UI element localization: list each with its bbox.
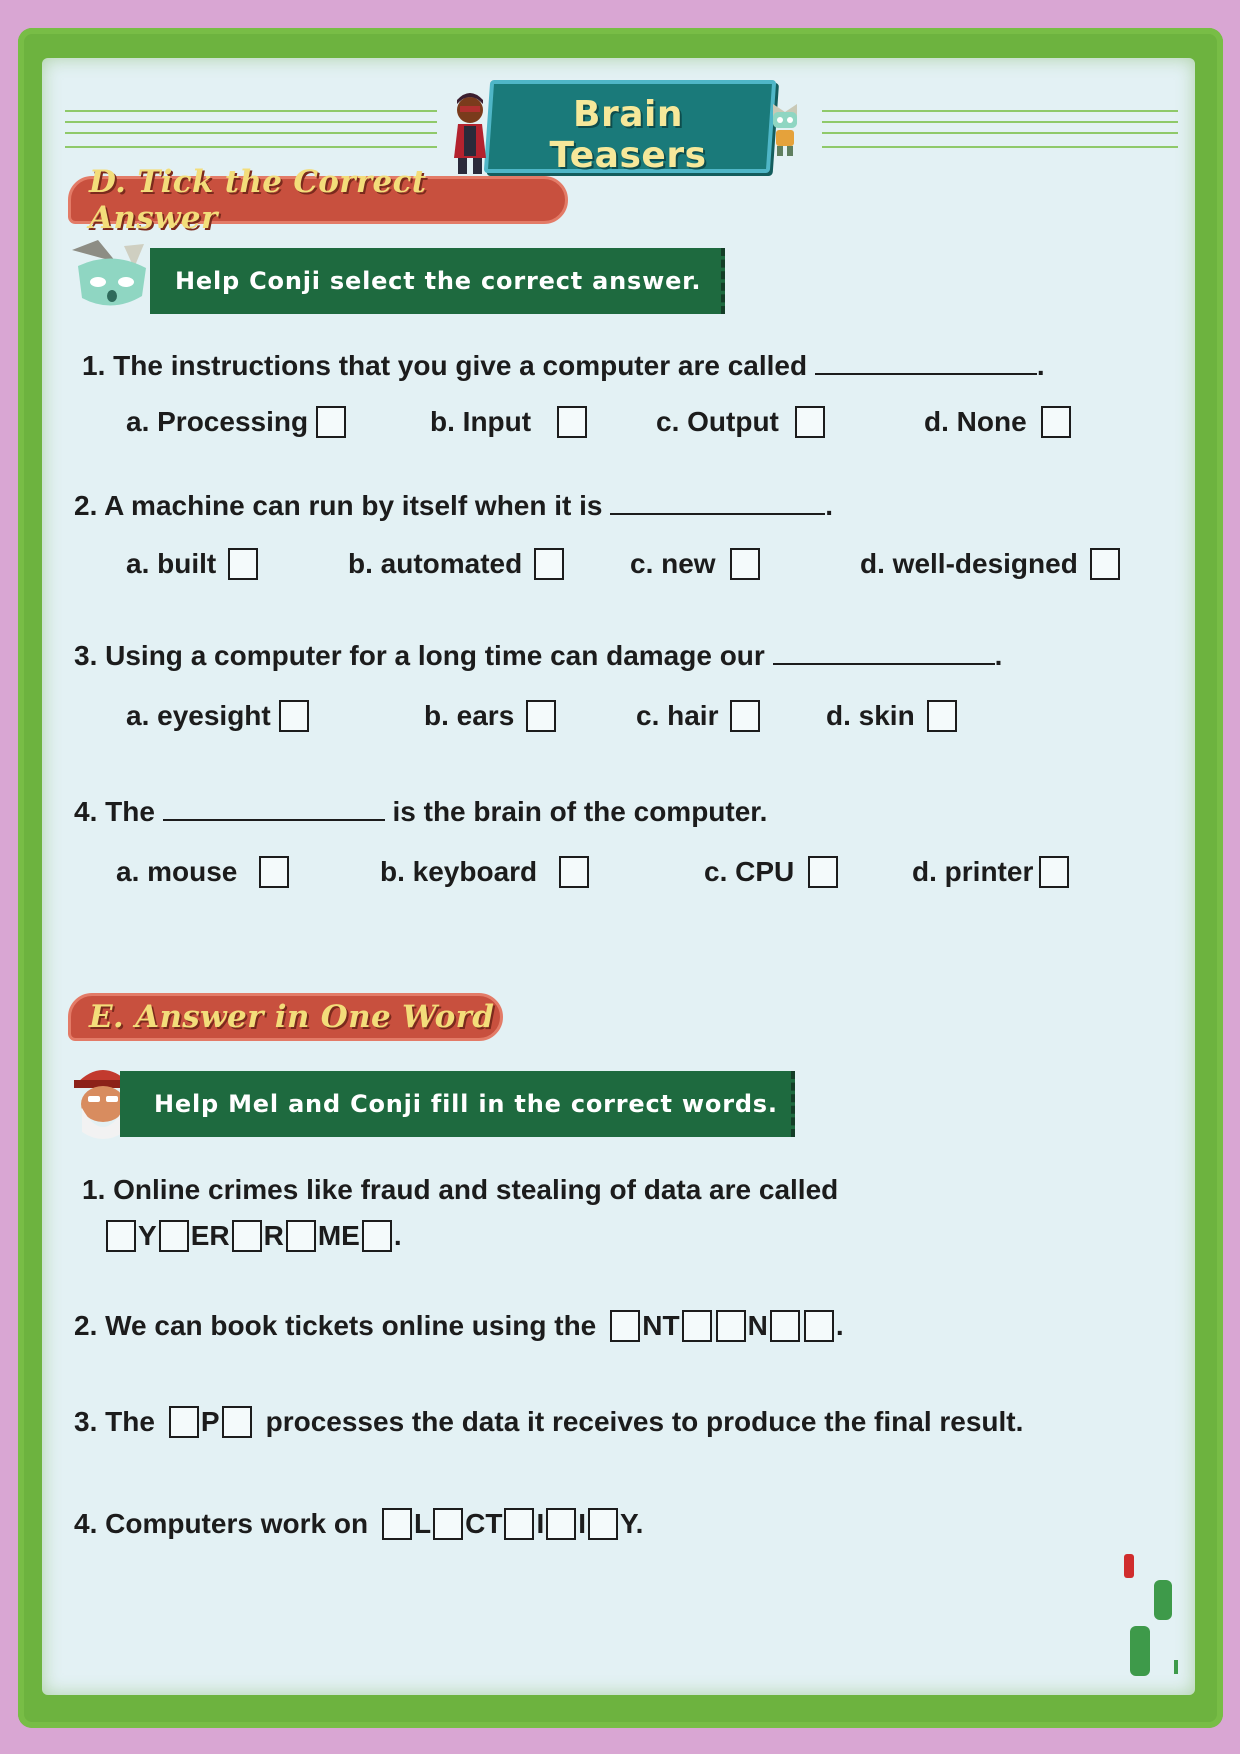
option-label: b. ears — [424, 700, 515, 731]
question-end: . — [835, 1310, 844, 1341]
given-letters: N — [747, 1310, 768, 1341]
given-letters: P — [200, 1406, 220, 1437]
section-d-instruction-banner — [150, 248, 725, 314]
question-e4-text: 4. Computers work on — [74, 1508, 369, 1539]
question-d2-text: 2. A machine can run by itself when it is — [74, 490, 603, 521]
answer-blank — [610, 491, 825, 515]
given-letters: I — [536, 1508, 545, 1539]
section-e-heading — [68, 993, 503, 1041]
option-d1-c — [656, 406, 825, 438]
option-label: b. keyboard — [380, 856, 538, 887]
tick-box[interactable] — [534, 548, 564, 580]
given-letters: L — [414, 1508, 432, 1539]
option-d4-a — [116, 856, 289, 888]
option-d4-d — [912, 856, 1069, 888]
given-letters: CT — [465, 1508, 503, 1539]
option-d3-c — [636, 700, 760, 732]
option-label: d. None — [924, 406, 1027, 437]
letter-box[interactable] — [222, 1406, 252, 1438]
letter-box[interactable] — [682, 1310, 712, 1342]
tick-box[interactable] — [1090, 548, 1120, 580]
option-label: d. well-designed — [860, 548, 1078, 579]
question-e4 — [74, 1508, 643, 1540]
given-letters: R — [263, 1220, 284, 1251]
section-e-instruction-banner — [120, 1071, 795, 1137]
tick-box[interactable] — [228, 548, 258, 580]
question-d1-text: 1. The instructions that you give a computer are called — [82, 350, 808, 381]
option-label: a. Processing — [126, 406, 309, 437]
letter-box[interactable] — [804, 1310, 834, 1342]
question-end: . — [825, 490, 834, 521]
option-d2-b — [348, 548, 564, 580]
answer-blank — [815, 351, 1037, 375]
question-d4 — [74, 796, 767, 828]
question-end: . — [1036, 350, 1045, 381]
tick-box[interactable] — [559, 856, 589, 888]
question-e3-text: 3. The — [74, 1406, 155, 1437]
question-e2 — [74, 1310, 844, 1342]
question-e2-text: 2. We can book tickets online using the — [74, 1310, 597, 1341]
given-letters: I — [578, 1508, 587, 1539]
letter-box[interactable] — [716, 1310, 746, 1342]
option-label: a. eyesight — [126, 700, 271, 731]
word-puzzle-e1 — [104, 1220, 402, 1252]
question-e3 — [74, 1406, 1023, 1438]
tick-box[interactable] — [808, 856, 838, 888]
letter-box[interactable] — [504, 1508, 534, 1540]
option-label: c. hair — [636, 700, 719, 731]
letter-box[interactable] — [169, 1406, 199, 1438]
letter-box[interactable] — [106, 1220, 136, 1252]
tick-box[interactable] — [279, 700, 309, 732]
letter-box[interactable] — [546, 1508, 576, 1540]
letter-box[interactable] — [382, 1508, 412, 1540]
option-label: c. Output — [656, 406, 779, 437]
header-rule-right — [822, 110, 1178, 148]
tick-box[interactable] — [526, 700, 556, 732]
given-letters: Y. — [620, 1508, 644, 1539]
question-end: . — [393, 1220, 402, 1251]
option-label: a. built — [126, 548, 217, 579]
given-letters: Y — [138, 1220, 157, 1251]
tick-box[interactable] — [316, 406, 346, 438]
option-d2-a — [126, 548, 258, 580]
option-d1-b — [430, 406, 587, 438]
given-letters: ME — [317, 1220, 360, 1251]
question-e1: 1. Online crimes like fraud and stealing of data are called — [82, 1174, 839, 1205]
question-d3 — [74, 640, 1002, 672]
header-rule-left — [65, 110, 437, 148]
pencils-decoration-icon — [1118, 1550, 1178, 1680]
tick-box[interactable] — [730, 700, 760, 732]
robot-character-icon — [765, 100, 805, 158]
tick-box[interactable] — [1041, 406, 1071, 438]
question-d4-text: 4. The — [74, 796, 155, 827]
tick-box[interactable] — [730, 548, 760, 580]
given-letters: ER — [190, 1220, 230, 1251]
given-letters: NT — [642, 1310, 680, 1341]
option-d4-b — [380, 856, 589, 888]
option-label: b. Input — [430, 406, 532, 437]
tick-box[interactable] — [259, 856, 289, 888]
option-d2-c — [630, 548, 760, 580]
option-d4-c — [704, 856, 838, 888]
letter-box[interactable] — [362, 1220, 392, 1252]
letter-box[interactable] — [232, 1220, 262, 1252]
letter-box[interactable] — [433, 1508, 463, 1540]
section-d-heading-text: D. Tick the Correct Answer — [89, 164, 427, 236]
question-end: . — [994, 640, 1003, 671]
page-title: Brain Teasers — [549, 94, 707, 176]
letter-box[interactable] — [770, 1310, 800, 1342]
letter-box[interactable] — [286, 1220, 316, 1252]
option-label: d. printer — [912, 856, 1034, 887]
option-d3-b — [424, 700, 556, 732]
question-d2 — [74, 490, 833, 522]
conji-face-icon — [68, 240, 158, 314]
tick-box[interactable] — [1039, 856, 1069, 888]
option-d3-d — [826, 700, 957, 732]
question-e3-rest: processes the data it receives to produce the final result. — [265, 1406, 1024, 1437]
option-d2-d — [860, 548, 1120, 580]
letter-box[interactable] — [588, 1508, 618, 1540]
option-label: b. automated — [348, 548, 523, 579]
answer-blank — [773, 641, 995, 665]
tick-box[interactable] — [927, 700, 957, 732]
section-d-instruction: Help Conji select the correct answer. — [175, 267, 702, 295]
option-d3-a — [126, 700, 309, 732]
letter-box[interactable] — [159, 1220, 189, 1252]
question-d3-text: 3. Using a computer for a long time can damage our — [74, 640, 765, 671]
answer-blank — [163, 797, 385, 821]
question-end: is the brain of the computer. — [392, 796, 768, 827]
option-label: c. CPU — [704, 856, 795, 887]
section-e-heading-text: E. Answer in One Word — [89, 999, 495, 1035]
section-e-instruction: Help Mel and Conji fill in the correct words. — [154, 1090, 778, 1118]
option-d1-a — [126, 406, 346, 438]
option-label: c. new — [630, 548, 716, 579]
option-label: d. skin — [826, 700, 915, 731]
option-label: a. mouse — [116, 856, 238, 887]
tick-box[interactable] — [795, 406, 825, 438]
question-d1 — [82, 350, 1045, 382]
tick-box[interactable] — [557, 406, 587, 438]
option-d1-d — [924, 406, 1071, 438]
section-d-heading — [68, 164, 568, 236]
letter-box[interactable] — [610, 1310, 640, 1342]
